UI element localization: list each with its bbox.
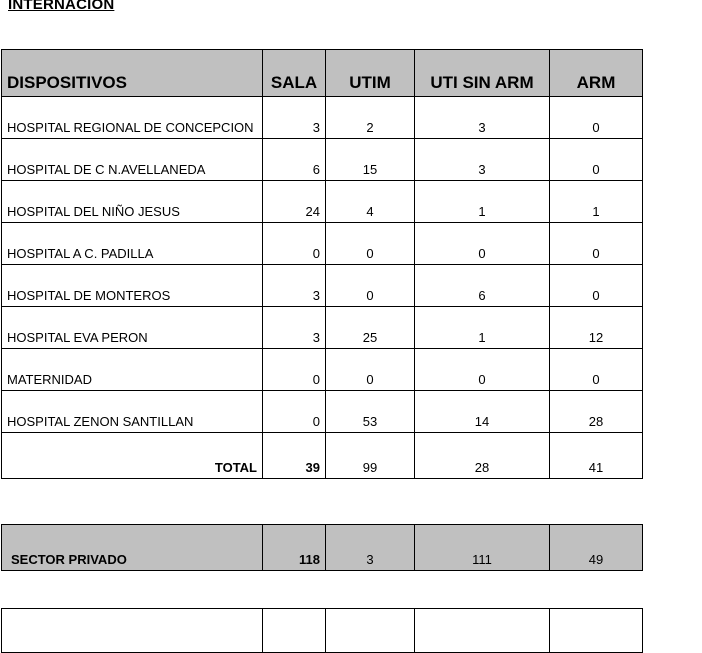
row-utim: 53 — [326, 391, 415, 433]
blank-table — [1, 608, 643, 653]
table-row — [2, 307, 643, 349]
table-row — [2, 265, 643, 307]
row-utim: 0 — [326, 223, 415, 265]
blank-cell — [326, 609, 415, 653]
row-name: HOSPITAL ZENON SANTILLAN — [2, 391, 263, 433]
row-sala: 3 — [263, 97, 326, 139]
table-row — [2, 391, 643, 433]
header-sala: SALA — [263, 50, 326, 97]
header-dispositivos: DISPOSITIVOS — [2, 50, 263, 97]
row-uti-sin-arm: 14 — [415, 391, 550, 433]
page-title: INTERNACION — [8, 0, 115, 13]
total-uti-sin-arm: 28 — [415, 433, 550, 479]
total-label: TOTAL — [2, 433, 263, 479]
row-uti-sin-arm: 1 — [415, 307, 550, 349]
table-row — [2, 181, 643, 223]
row-name: HOSPITAL A C. PADILLA — [2, 223, 263, 265]
row-sala: 6 — [263, 139, 326, 181]
row-uti-sin-arm: 0 — [415, 349, 550, 391]
row-sala: 0 — [263, 349, 326, 391]
blank-cell — [415, 609, 550, 653]
table-row — [2, 97, 643, 139]
row-uti-sin-arm: 6 — [415, 265, 550, 307]
sector-privado-utim: 3 — [326, 525, 415, 571]
row-name: HOSPITAL DEL NIÑO JESUS — [2, 181, 263, 223]
row-sala: 3 — [263, 265, 326, 307]
header-arm: ARM — [550, 50, 643, 97]
row-utim: 15 — [326, 139, 415, 181]
row-uti-sin-arm: 3 — [415, 97, 550, 139]
row-arm: 1 — [550, 181, 643, 223]
row-uti-sin-arm: 1 — [415, 181, 550, 223]
row-arm: 0 — [550, 97, 643, 139]
blank-cell — [550, 609, 643, 653]
sector-privado-table — [1, 524, 643, 571]
row-sala: 0 — [263, 223, 326, 265]
header-uti-sin-arm: UTI SIN ARM — [415, 50, 550, 97]
blank-row — [2, 609, 643, 653]
row-arm: 12 — [550, 307, 643, 349]
total-sala: 39 — [263, 433, 326, 479]
blank-cell — [2, 609, 263, 653]
row-name: HOSPITAL DE C N.AVELLANEDA — [2, 139, 263, 181]
row-arm: 0 — [550, 139, 643, 181]
row-arm: 28 — [550, 391, 643, 433]
row-name: HOSPITAL DE MONTEROS — [2, 265, 263, 307]
row-arm: 0 — [550, 265, 643, 307]
table-row — [2, 223, 643, 265]
row-arm: 0 — [550, 223, 643, 265]
row-uti-sin-arm: 3 — [415, 139, 550, 181]
sector-privado-label: SECTOR PRIVADO — [2, 525, 263, 571]
row-utim: 4 — [326, 181, 415, 223]
row-sala: 3 — [263, 307, 326, 349]
total-utim: 99 — [326, 433, 415, 479]
table-row — [2, 349, 643, 391]
blank-cell — [263, 609, 326, 653]
table-row — [2, 139, 643, 181]
table-header-row — [2, 50, 643, 97]
row-arm: 0 — [550, 349, 643, 391]
row-sala: 24 — [263, 181, 326, 223]
sector-privado-row — [2, 525, 643, 571]
total-row — [2, 433, 643, 479]
sector-privado-uti-sin-arm: 111 — [415, 525, 550, 571]
sector-privado-arm: 49 — [550, 525, 643, 571]
internacion-table — [1, 49, 643, 479]
row-utim: 0 — [326, 349, 415, 391]
row-utim: 2 — [326, 97, 415, 139]
row-name: HOSPITAL REGIONAL DE CONCEPCION — [2, 97, 263, 139]
sector-privado-sala: 118 — [263, 525, 326, 571]
header-utim: UTIM — [326, 50, 415, 97]
row-utim: 25 — [326, 307, 415, 349]
row-name: MATERNIDAD — [2, 349, 263, 391]
total-arm: 41 — [550, 433, 643, 479]
row-name: HOSPITAL EVA PERON — [2, 307, 263, 349]
row-utim: 0 — [326, 265, 415, 307]
row-uti-sin-arm: 0 — [415, 223, 550, 265]
row-sala: 0 — [263, 391, 326, 433]
